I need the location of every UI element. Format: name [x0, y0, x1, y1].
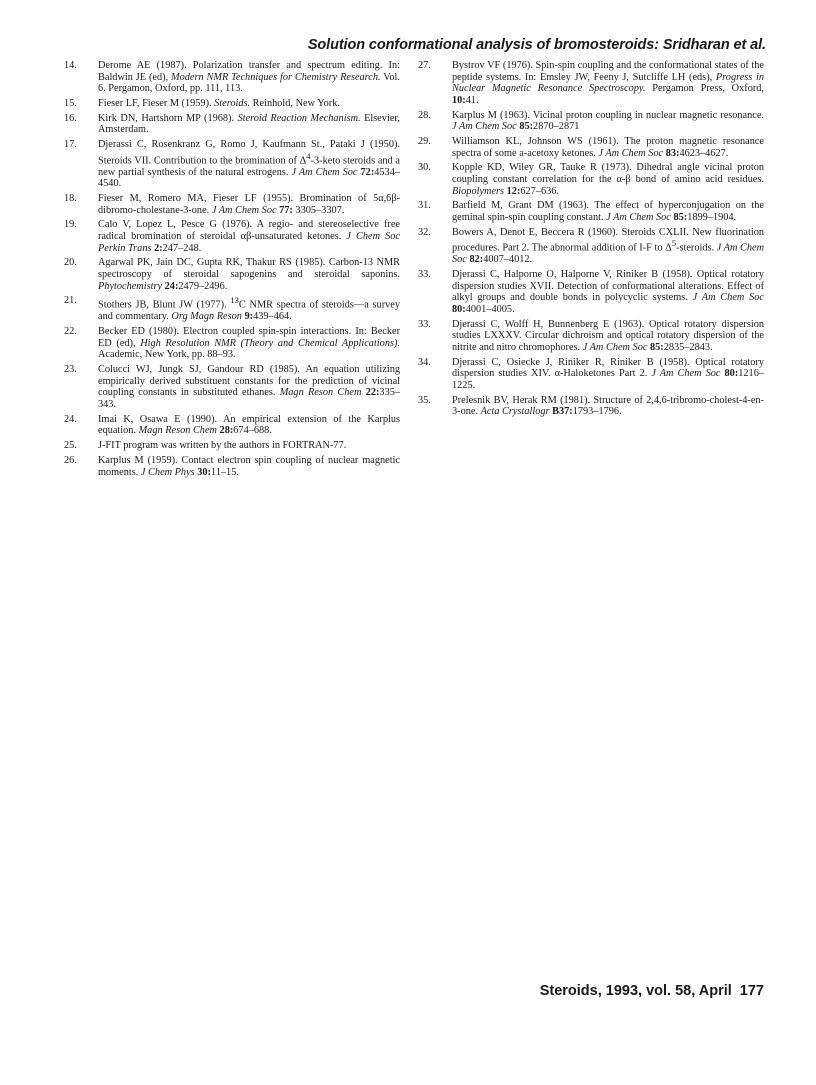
- reference-entry: [64, 219, 400, 254]
- reference-number: 27.: [418, 60, 431, 71]
- reference-entry: [418, 395, 764, 418]
- reference-text: Djerassi C, Osiecke J, Riniker R, Riniker B (1958). Optical rotatory dispersion studies XIV. α-Haloketones Part 2. J Am Chem Soc 80:1216–1225.: [452, 356, 764, 391]
- reference-entry: [64, 98, 400, 110]
- reference-text: Derome AE (1987). Polarization transfer and spectrum editing. In: Baldwin JE (ed), Modern NMR Techniques for Chemistry Research. Vol. 6. Pergamon, Oxford, pp. 111, 113.: [98, 60, 400, 95]
- reference-entry: [64, 455, 400, 478]
- reference-column-right: [418, 60, 764, 421]
- reference-text: Prelesnik BV, Herak RM (1981). Structure of 2,4,6-tribromo-cholest-4-en-3-one. Acta Crystallogr B37:1793–1796.: [452, 394, 764, 418]
- reference-number: 33.: [418, 269, 431, 281]
- reference-text: Imai K, Osawa E (1990). An empirical extension of the Karplus equation. Magn Reson Chem 28:674–688.: [98, 413, 400, 437]
- reference-entry: [418, 110, 764, 133]
- page-footer: [540, 983, 764, 999]
- reference-number: 32.: [418, 226, 431, 238]
- reference-text: Bowers A, Denot E, Beccera R (1960). Steroids CXLII. New fluorination procedures. Part 2. The abnormal addition of I-F to $\Delta^5$-steroids. J Am Chem Soc 82:4007–4012.: [452, 226, 765, 266]
- reference-entry: [418, 200, 764, 223]
- reference-text: Barfield M, Grant DM (1963). The effect of hyperconjugation on the geminal spin-spin coupling constant. J Am Chem Soc 85:1899–1904.: [452, 200, 764, 223]
- reference-text: Stothers JB, Blunt JW (1977). $^{13}$C NMR spectra of steroids—a survey and commentary. Org Magn Reson 9:439–464.: [98, 295, 400, 323]
- reference-number: 28.: [418, 109, 431, 121]
- reference-entry: [64, 295, 400, 323]
- reference-entry: [64, 193, 400, 216]
- reference-text: Djerassi C, Rosenkranz G, Romo J, Kaufmann St., Pataki J (1950). Steroids VII. Contribution to the bromination of $\Delta^4-3$-keto steroids and a new partial synthesis of the natural estrogens. J Am Chem Soc 72:4534–4540.: [98, 139, 400, 190]
- reference-text: Calo V, Lopez L, Pesce G (1976). A regio- and stereoselective free radical bromination of steroidal αβ-unsaturated ketones. J Chem Soc Perkin Trans 2:247–248.: [98, 219, 401, 254]
- reference-text: Djerassi C, Halporne O, Halporne V, Riniker B (1958). Optical rotatory dispersion studies XVII. Detection of conformational alterations. Effect of alkyl groups and double bonds in polycyclic systems. J Am Chem Soc 80:4001–4005.: [452, 269, 764, 315]
- reference-column-left: [64, 60, 400, 481]
- reference-text: Fieser M, Romero MA, Fieser LF (1955). Bromination of 5α,6β-dibromo-cholestane-3-one. J Am Chem Soc 77: 3305–3307.: [98, 193, 400, 216]
- reference-number: 31.: [418, 200, 431, 212]
- reference-entry: [418, 269, 764, 315]
- reference-number: 33.: [418, 318, 431, 330]
- reference-entry: [64, 414, 400, 437]
- reference-number: 29.: [418, 135, 431, 147]
- reference-number: 14.: [64, 60, 77, 71]
- reference-entry: [64, 113, 400, 136]
- running-header: Solution conformational analysis of bromosteroids: Sridharan et al.: [307, 37, 766, 53]
- reference-entry: [418, 227, 764, 266]
- reference-number: 18.: [64, 193, 77, 205]
- reference-number: 22.: [64, 326, 77, 338]
- reference-entry: [418, 162, 764, 197]
- reference-entry: [418, 319, 764, 354]
- reference-number: 25.: [64, 440, 77, 452]
- reference-text: Colucci WJ, Jungk SJ, Gandour RD (1985). An equation utilizing empirically derived substituent constants for the prediction of vicinal coupling constants in substituted ethanes. Magn Reson Chem 22:335–343.: [98, 364, 401, 410]
- reference-number: 34.: [418, 356, 431, 368]
- reference-number: 17.: [64, 139, 77, 151]
- reference-text: Williamson KL, Johnson WS (1961). The proton magnetic resonance spectra of some a-acetoxy ketones. J Am Chem Soc 83:4623–4627.: [452, 135, 764, 159]
- reference-text: Karplus M (1959). Contact electron spin coupling of nuclear magnetic moments. J Chem Phys 30:11–15.: [98, 454, 400, 478]
- reference-entry: [64, 364, 400, 410]
- reference-entry: [64, 257, 400, 292]
- reference-entry: [64, 326, 400, 361]
- reference-text: Fieser LF, Fieser M (1959). Steroids. Reinhold, New York.: [98, 97, 340, 109]
- reference-number: 24.: [64, 413, 77, 425]
- reference-text: Agarwal PK, Jain DC, Gupta RK, Thakur RS (1985). Carbon-13 NMR spectroscopy of steroidal sapogenins and steroidal saponins. Phytochemistry 24:2479–2496.: [98, 257, 400, 292]
- reference-number: 21.: [64, 295, 77, 307]
- reference-entry: [64, 440, 400, 452]
- reference-text: J-FIT program was written by the authors in FORTRAN-77.: [98, 440, 347, 452]
- reference-number: 20.: [64, 257, 77, 269]
- reference-text: Djerassi C, Wolff H, Bunnenberg E (1963). Optical rotatory dispersion studies LXXXV. Circular dichroism and optical rotatory dispersion of the nitrite and nitro chromophores. J Am Chem Soc 85:2835–2843.: [452, 318, 764, 353]
- page-number: 177: [739, 983, 764, 999]
- journal-citation: Steroids, 1993, vol. 58, April: [539, 983, 732, 999]
- reference-entry: [418, 357, 764, 392]
- reference-text: Kirk DN, Hartshorn MP (1968). Steroid Reaction Mechanism. Elsevier, Amsterdam.: [98, 112, 400, 136]
- reference-text: Bystrov VF (1976). Spin-spin coupling and the conformational states of the peptide systems. In: Emsley JW, Feeny J, Sutcliffe LH (eds), Progress in Nuclear Magnetic Resonance Spectroscopy. Pergamon Press, Oxford, 10:41.: [452, 60, 765, 106]
- reference-number: 19.: [64, 219, 77, 231]
- reference-number: 35.: [418, 394, 431, 406]
- reference-entry: [418, 136, 764, 159]
- reference-text: Kopple KD, Wiley GR, Tauke R (1973). Dihedral angle vicinal proton coupling constant correlation for the α-β bond of amino acid residues. Biopolymers 12:627–636.: [452, 162, 764, 197]
- reference-entry: [64, 60, 400, 95]
- reference-number: 15.: [64, 97, 77, 109]
- reference-number: 16.: [64, 112, 77, 124]
- reference-text: Karplus M (1963). Vicinal proton coupling in nuclear magnetic resonance. J Am Chem Soc 85:2870–2871: [452, 109, 764, 133]
- reference-text: Becker ED (1980). Electron coupled spin-spin interactions. In: Becker ED (ed), High Resolution NMR (Theory and Chemical Applications). Academic, New York, pp. 88–93.: [98, 326, 400, 361]
- reference-number: 26.: [64, 454, 77, 466]
- reference-number: 30.: [418, 162, 431, 174]
- reference-number: 23.: [64, 364, 77, 376]
- reference-entry: [418, 60, 764, 106]
- reference-entry: [64, 139, 400, 190]
